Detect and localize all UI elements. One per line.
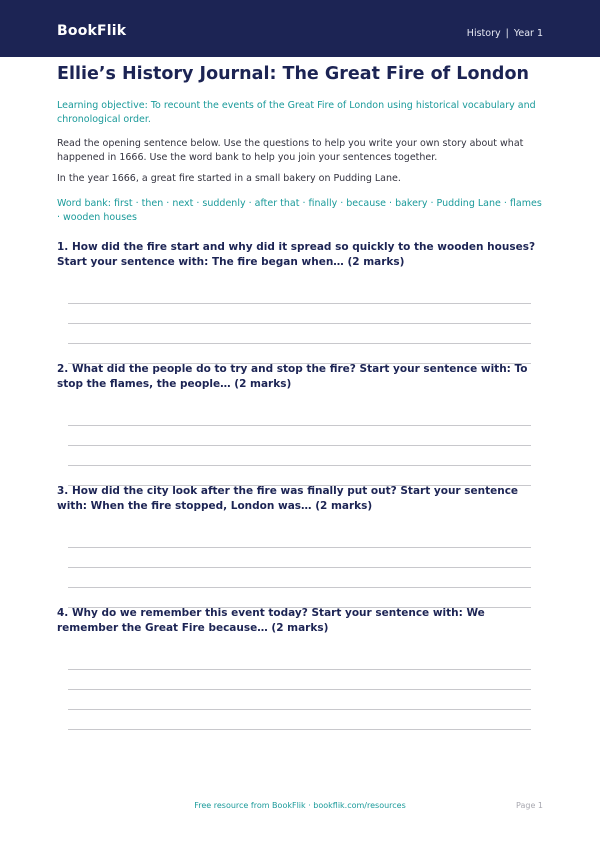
- word-bank: Word bank: first · then · next · suddenly · after that · finally · because · bakery · Pudding Lane · flames · wooden houses: [57, 198, 542, 223]
- answer-line[interactable]: [68, 567, 531, 568]
- answer-line[interactable]: [68, 709, 531, 710]
- answer-line[interactable]: [68, 547, 531, 548]
- answer-line[interactable]: [68, 323, 531, 324]
- answer-line[interactable]: [68, 587, 531, 588]
- answer-line[interactable]: [68, 343, 531, 344]
- opening-sentence: In the year 1666, a great fire started in a small bakery on Pudding Lane.: [57, 173, 401, 184]
- question-2: 2. What did the people do to try and stop the fire? Start your sentence with: To stop the flames, the people… (2 marks): [57, 363, 528, 390]
- meta-separator: |: [505, 28, 509, 39]
- page-number: Page 1: [516, 801, 543, 810]
- subject-label: History: [466, 28, 501, 39]
- answer-line[interactable]: [68, 689, 531, 690]
- answer-line[interactable]: [68, 445, 531, 446]
- answer-line[interactable]: [68, 303, 531, 304]
- page-title: Ellie’s History Journal: The Great Fire of London: [57, 64, 529, 84]
- answer-line[interactable]: [68, 669, 531, 670]
- year-label: Year 1: [513, 28, 543, 39]
- question-4: 4. Why do we remember this event today? Start your sentence with: We remember the Great Fire because… (2 marks): [57, 607, 485, 634]
- answer-line[interactable]: [68, 425, 531, 426]
- question-1: 1. How did the fire start and why did it spread so quickly to the wooden houses? Start your sentence with: The fire began when… (2 marks): [57, 241, 536, 268]
- brand-logo[interactable]: BookFlik: [57, 23, 127, 39]
- answer-line[interactable]: [68, 465, 531, 466]
- page-header: [0, 0, 600, 57]
- learning-objective: Learning objective: To recount the events of the Great Fire of London using historical vocabulary and chronological order.: [57, 100, 536, 125]
- answer-line[interactable]: [68, 729, 531, 730]
- header-meta: [467, 28, 543, 39]
- instructions: Read the opening sentence below. Use the questions to help you write your own story about what happened in 1666. Use the word bank to help you join your sentences together.: [57, 138, 524, 163]
- question-3: 3. How did the city look after the fire was finally put out? Start your sentence with: When the fire stopped, London was… (2 marks): [57, 485, 519, 512]
- footer-credit[interactable]: Free resource from BookFlik · bookflik.com/resources: [194, 801, 406, 810]
